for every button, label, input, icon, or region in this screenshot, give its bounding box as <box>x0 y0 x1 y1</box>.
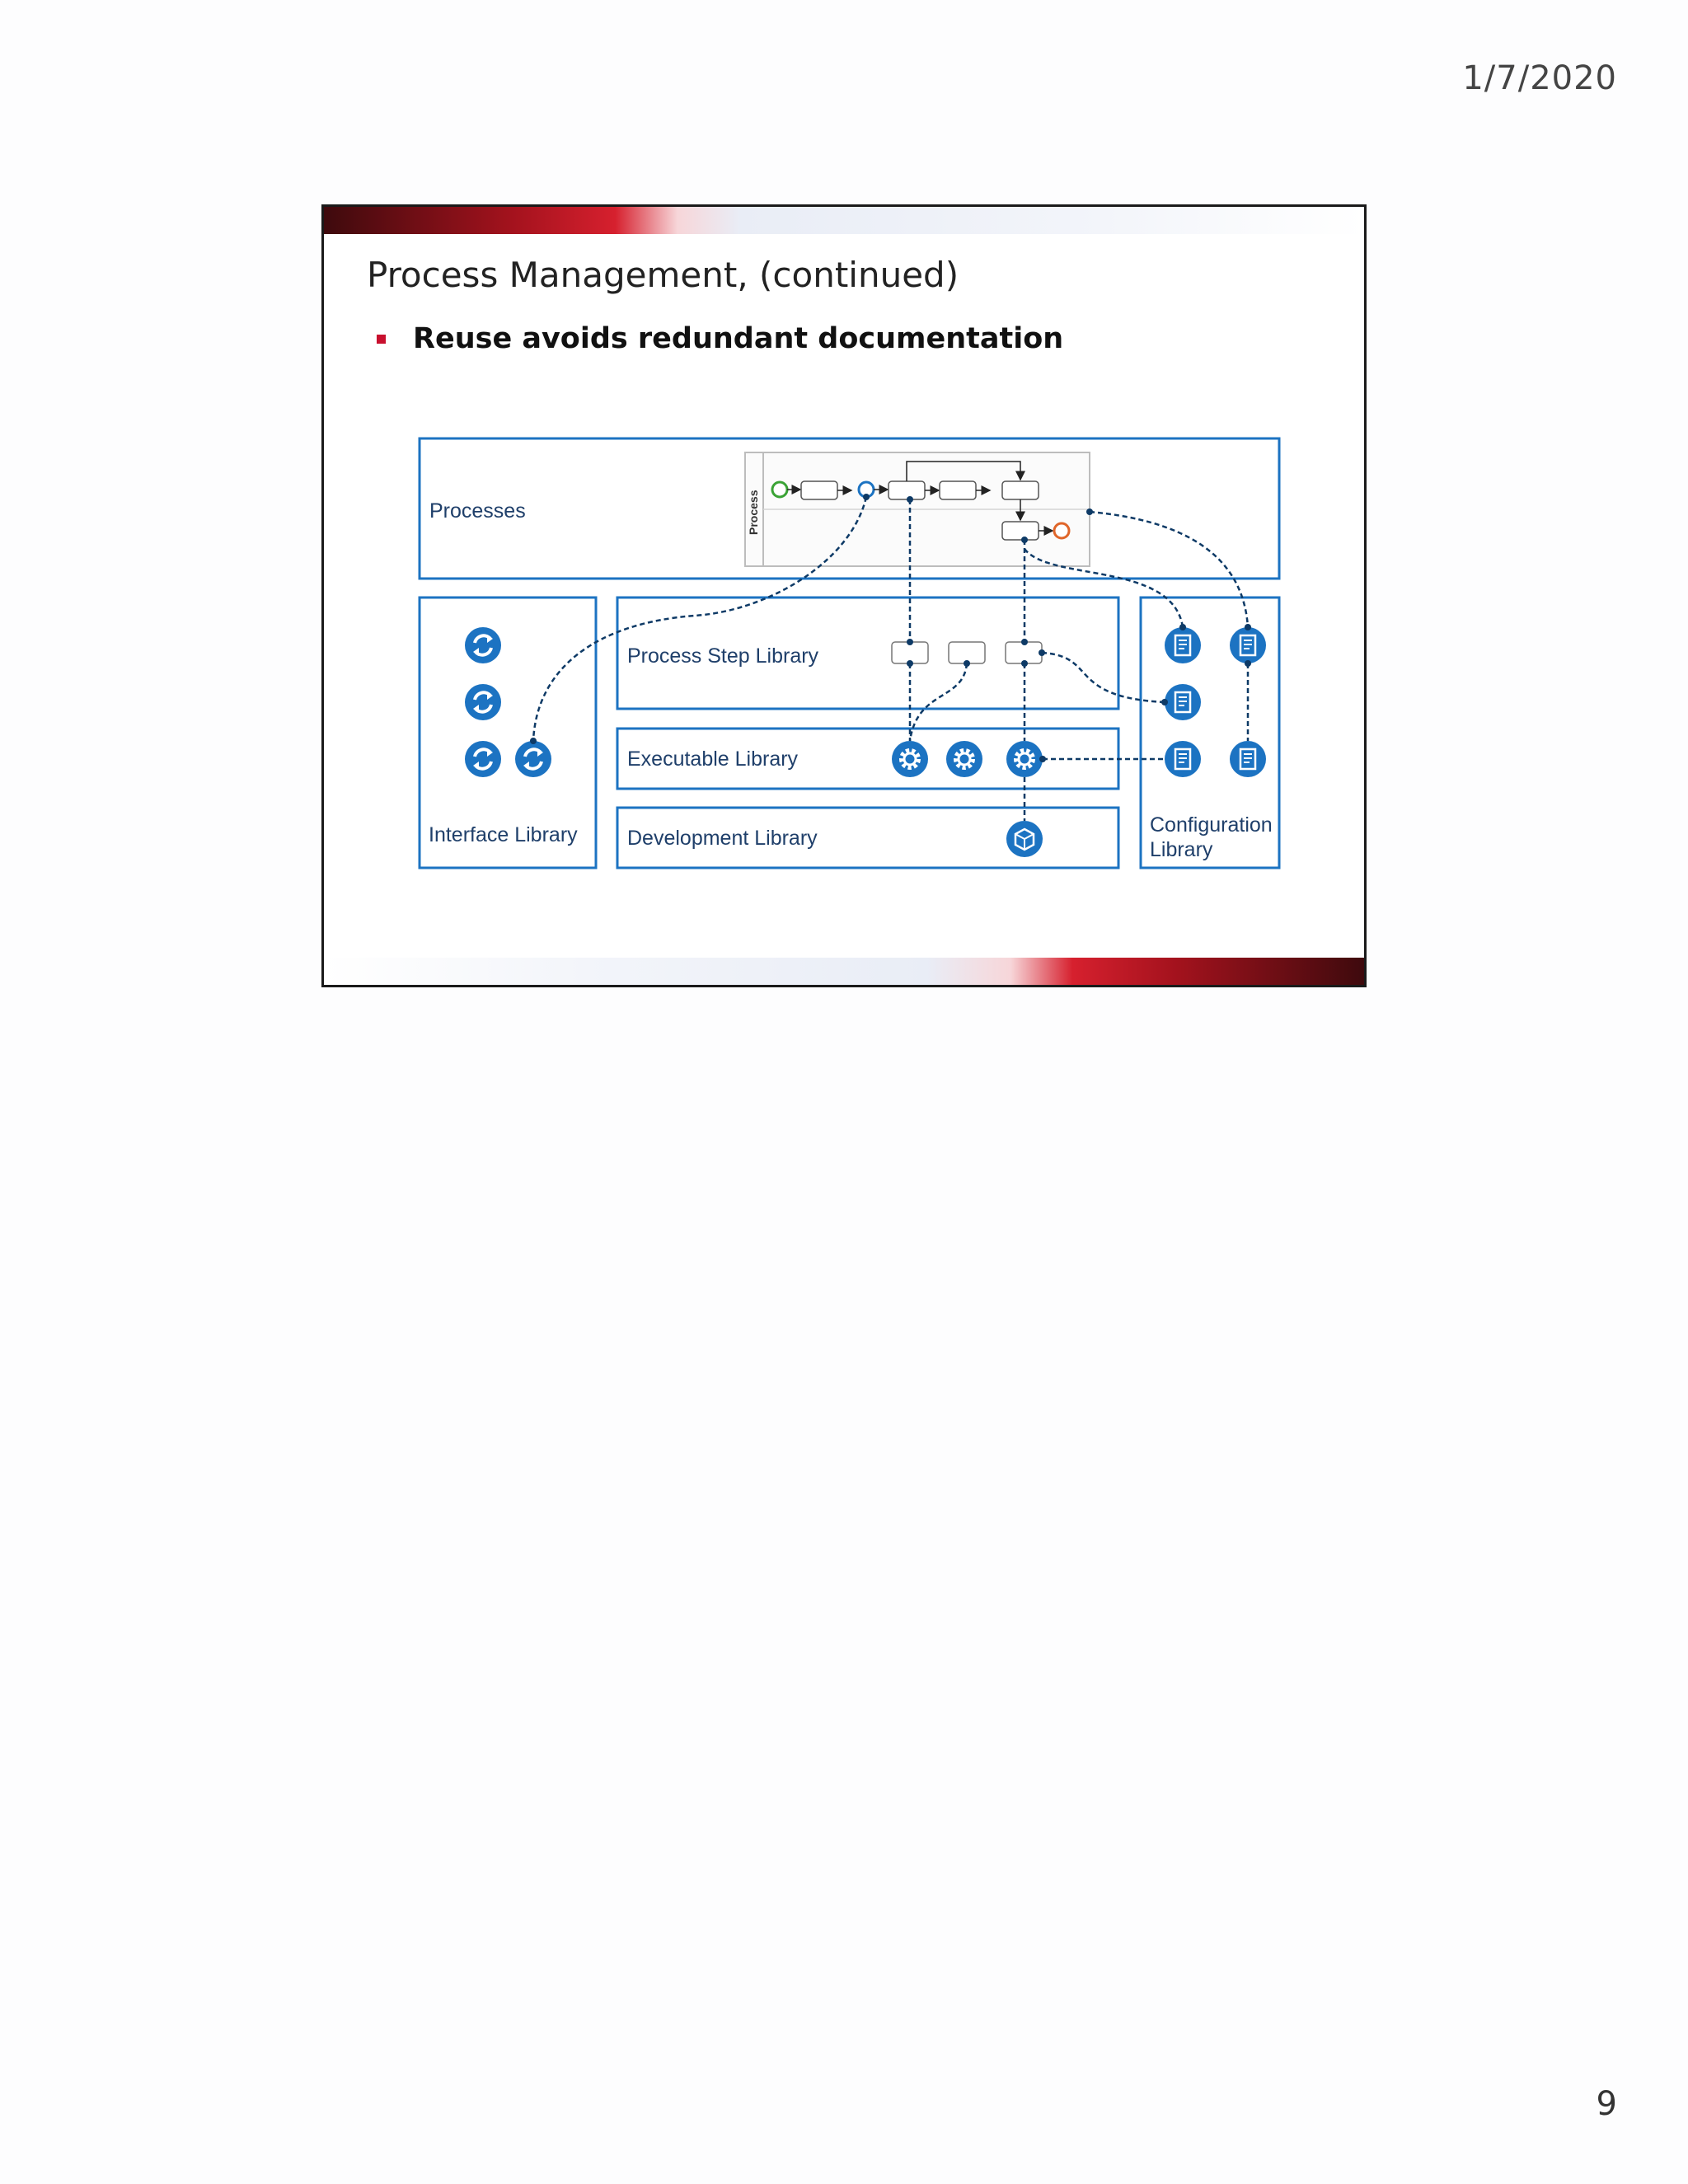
executable-gear-icon-3 <box>1006 741 1043 777</box>
config-doc-icon-5 <box>1230 741 1266 777</box>
bullet-text: Reuse avoids redundant documentation <box>413 322 1064 355</box>
library-diagram <box>324 207 1364 985</box>
task-4 <box>1002 481 1039 499</box>
process-pool-label: Process <box>747 490 760 535</box>
task-3 <box>940 481 976 499</box>
slide-bottom-band <box>324 958 1364 985</box>
task-1 <box>801 481 837 499</box>
page-date: 1/7/2020 <box>1462 59 1617 97</box>
process-step-library-label: Process Step Library <box>627 644 819 668</box>
development-cube-icon <box>1006 821 1043 857</box>
executable-gear-icon-1 <box>892 741 928 777</box>
end-event <box>1054 523 1069 538</box>
interface-sync-icon-3 <box>465 741 501 777</box>
task-2 <box>889 481 925 499</box>
config-doc-icon-4 <box>1165 741 1201 777</box>
interface-sync-icon-1 <box>465 627 501 663</box>
config-doc-icon-1 <box>1165 627 1201 663</box>
executable-library-label: Executable Library <box>627 748 799 771</box>
step-task-3 <box>1006 642 1042 663</box>
executable-gear-icon-2 <box>946 741 982 777</box>
interface-sync-icon-2 <box>465 684 501 720</box>
slide-title: Process Management, (continued) <box>367 255 959 295</box>
task-5 <box>1002 522 1039 540</box>
config-doc-icon-3 <box>1165 684 1201 720</box>
processes-label: Processes <box>429 499 526 523</box>
config-doc-icon-2 <box>1230 627 1266 663</box>
configuration-library-label-line2: Library <box>1150 838 1213 861</box>
start-event <box>772 482 787 497</box>
development-library-label: Development Library <box>627 827 818 850</box>
slide <box>321 204 1367 987</box>
configuration-library-label-line1: Configuration <box>1150 813 1273 837</box>
interface-sync-icon-4 <box>515 741 551 777</box>
interface-library-label: Interface Library <box>429 823 578 846</box>
page-number: 9 <box>1596 2085 1617 2123</box>
